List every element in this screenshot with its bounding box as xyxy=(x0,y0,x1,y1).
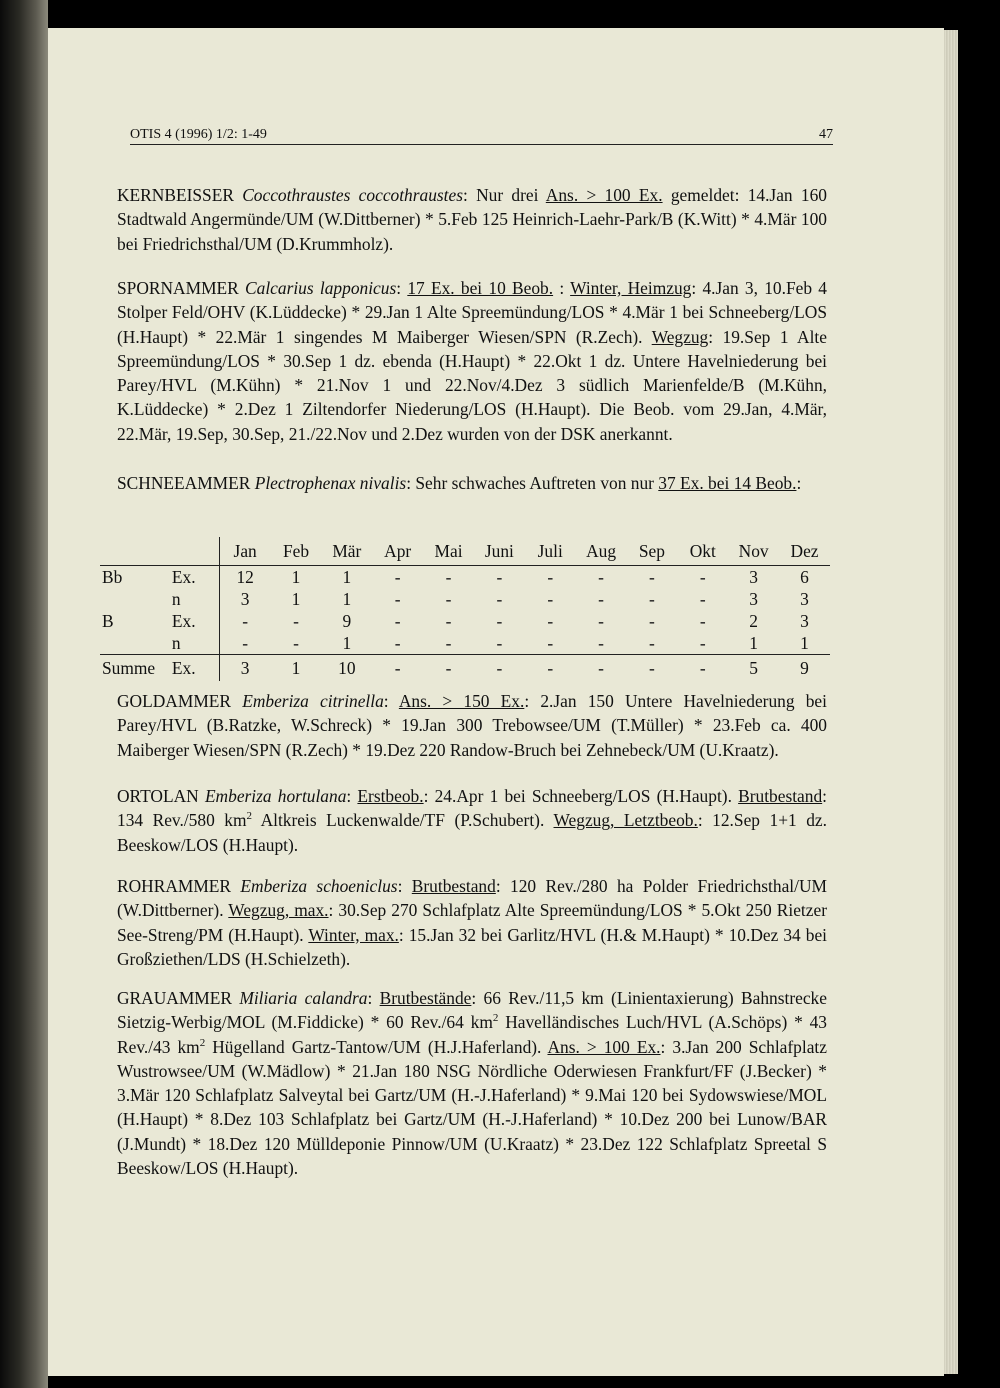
entry-text: : 3.Jan 200 Schlafplatz Wustrowsee/UM (W.Mädlow) * 21.Jan 180 NSG Nördliche Oderwiesen Frankfurt/FF (J.Becker) * 3.Mär 120 Schlafplatz Salveytal bei Gartz/UM (H.-J.Haferland) * 9.Mai 120 bei Sydowswiese/MOL (H.Haupt) * 8.Dez 103 Schlafplatz bei Gartz/UM (H.-J.Haferland) * 10.Dez 200 bei Lunow/BAR (J.Mundt) * 18.Dez 120 Mülldeponie Pinnow/UM (U.Kraatz) * 23.Dez 122 Schlafplatz Spreetal S Beeskow/LOS (H.Haupt). xyxy=(117,1036,827,1179)
category-label: Wegzug, Letztbeob. xyxy=(553,810,698,831)
scientific-name: Emberiza hortulana xyxy=(204,786,347,806)
entry-spornammer xyxy=(117,276,827,446)
table-row xyxy=(100,610,830,632)
superscript: 2 xyxy=(199,1036,206,1049)
table-row xyxy=(100,632,830,655)
table-cell: - xyxy=(293,610,299,631)
table-cell: 9 xyxy=(342,610,352,631)
row-region xyxy=(100,588,172,610)
table-cell: 3 xyxy=(219,655,270,682)
table-cell: - xyxy=(445,632,452,653)
category-label: Ans. > 100 Ex. xyxy=(547,1036,661,1057)
table-cell: - xyxy=(649,566,655,587)
table-cell: - xyxy=(445,610,452,631)
table-cell: - xyxy=(677,655,728,682)
category-label: Ans. > 100 Ex. xyxy=(545,185,663,205)
entry-text: Altkreis Luckenwalde/TF (P.Schubert). xyxy=(252,810,554,831)
entry-text: : xyxy=(367,988,380,1008)
table-cell: 1 xyxy=(271,655,322,682)
table-cell: 10 xyxy=(321,655,372,682)
category-label: Winter, max. xyxy=(308,924,399,945)
entry-kernbeisser xyxy=(117,183,827,256)
table-cell: - xyxy=(598,566,604,587)
table-cell: - xyxy=(445,566,452,587)
month-header: Aug xyxy=(576,537,627,566)
table-cell: - xyxy=(242,632,249,653)
species-name: SCHNEEAMMER xyxy=(117,473,251,493)
table-cell: - xyxy=(598,610,604,631)
table-cell: - xyxy=(598,632,604,653)
row-type: Ex. xyxy=(172,610,219,632)
category-label: Wegzug xyxy=(651,326,709,347)
table-cell: - xyxy=(293,632,299,653)
journal-citation: OTIS 4 (1996) 1/2: 1-49 xyxy=(130,127,267,142)
table-cell: 6 xyxy=(800,566,809,587)
entry-text: Hügelland Gartz-Tantow/UM (H.J.Haferland). xyxy=(205,1036,548,1057)
entry-text: : Nur drei xyxy=(463,185,546,205)
entry-text: : xyxy=(397,876,412,896)
entry-text: : Sehr schwaches Auftreten von nur xyxy=(406,473,659,493)
month-header: Jan xyxy=(219,537,270,566)
category-label: Brutbestände xyxy=(379,988,472,1008)
species-name: SPORNAMMER xyxy=(117,278,239,298)
entry-text: : 12.Sep 1+1 dz. Beeskow/LOS (H.Haupt). xyxy=(117,810,828,855)
scientific-name: Plectrophenax nivalis xyxy=(254,473,407,493)
table-cell: 1 xyxy=(291,588,301,609)
table-cell: 5 xyxy=(728,655,779,682)
species-name: GRAUAMMER xyxy=(117,988,232,1008)
species-name: GOLDAMMER xyxy=(117,691,232,711)
table-cell: - xyxy=(547,610,554,631)
entry-text: : xyxy=(346,786,358,806)
table-cell: - xyxy=(699,610,706,631)
entry-text: : xyxy=(383,691,399,711)
scientific-name: Calcarius lapponicus xyxy=(245,278,397,298)
category-label: Erstbeob. xyxy=(357,786,424,806)
category-label: Brutbestand xyxy=(738,786,823,806)
row-region: B xyxy=(102,610,114,631)
entry-text: : xyxy=(553,278,571,298)
table-cell: 3 xyxy=(749,566,758,587)
species-name: ORTOLAN xyxy=(117,786,199,806)
entry-ortolan xyxy=(117,784,827,857)
table-cell: - xyxy=(496,632,503,653)
table-cell: 9 xyxy=(779,655,830,682)
table-cell: 3 xyxy=(749,588,758,609)
row-type: n xyxy=(172,588,219,610)
table-cell: 3 xyxy=(240,588,250,609)
entry-text: : 24.Apr 1 bei Schneeberg/LOS (H.Haupt). xyxy=(423,786,739,806)
entry-text: : 4.Jan 3, 10.Feb 4 Stolper Feld/OHV (K.Lüddecke) * 29.Jan 1 Alte Spreemündung/LOS * 4.Mär 1 bei Schneeberg/LOS (H.Haupt) * 22.Mär 1 singendes M Maiberger Wiesen/SPN (R.Zech). xyxy=(117,278,828,347)
entry-text: : xyxy=(796,473,802,493)
table-cell: - xyxy=(547,632,554,653)
table-cell: 3 xyxy=(800,610,809,631)
table-cell: - xyxy=(598,588,604,609)
table-cell: - xyxy=(372,655,423,682)
table-cell: 1 xyxy=(342,632,352,653)
table-cell: - xyxy=(649,632,655,653)
table-cell: 2 xyxy=(749,610,758,631)
category-label: Wegzug, max. xyxy=(228,900,329,921)
month-header: Apr xyxy=(372,537,423,566)
entry-text: : 120 Rev./280 ha Polder Friedrichsthal/UM (W.Dittberner). xyxy=(117,876,827,921)
entry-grauammer xyxy=(117,986,827,1180)
table-cell: 3 xyxy=(800,588,809,609)
table-cell: 1 xyxy=(342,566,352,587)
book-spine xyxy=(0,0,48,1388)
row-region xyxy=(100,632,172,655)
month-header: Mär xyxy=(321,537,372,566)
table-cell: 1 xyxy=(342,588,352,609)
category-label: 17 Ex. bei 10 Beob. xyxy=(407,278,554,298)
entry-text: Havelländisches Luch/HVL (A.Schöps) * 43 Rev./43 km xyxy=(117,1012,827,1057)
table-cell: 12 xyxy=(236,566,254,587)
entry-text: : xyxy=(396,278,408,298)
table-row xyxy=(100,566,830,589)
scientific-name: Miliaria calandra xyxy=(239,988,368,1008)
month-header: Nov xyxy=(728,537,779,566)
table-cell: 1 xyxy=(749,632,758,653)
entry-goldammer xyxy=(117,689,827,762)
month-header: Feb xyxy=(271,537,322,566)
species-name: KERNBEISSER xyxy=(117,185,234,205)
row-type: Ex. xyxy=(172,566,219,589)
table-cell: 1 xyxy=(291,566,301,587)
table-header-blank xyxy=(172,537,219,566)
entry-text: gemeldet: 14.Jan 160 Stadtwald Angermünde/UM (W.Dittberner) * 5.Feb 125 Heinrich-Laehr-Park/B (K.Witt) * 4.Mär 100 bei Friedrichsthal/UM (D.Krummholz). xyxy=(117,185,827,254)
month-header: Sep xyxy=(627,537,678,566)
category-label: 37 Ex. bei 14 Beob. xyxy=(658,473,797,493)
month-header: Juli xyxy=(525,537,576,566)
table-cell: - xyxy=(474,655,525,682)
table-cell: - xyxy=(699,566,706,587)
page-edge xyxy=(944,30,958,1374)
category-label: Brutbestand xyxy=(411,876,496,896)
superscript: 2 xyxy=(246,810,253,823)
table-cell: - xyxy=(394,566,401,587)
month-header: Juni xyxy=(474,537,525,566)
table-cell: - xyxy=(394,632,401,653)
row-region: Bb xyxy=(102,566,123,587)
table-cell: - xyxy=(699,632,706,653)
table-cell: - xyxy=(649,588,655,609)
running-header xyxy=(130,128,833,145)
entry-text: : 134 Rev./580 km xyxy=(117,786,827,831)
table-cell: - xyxy=(547,566,554,587)
entry-rohrammer xyxy=(117,874,827,971)
superscript: 2 xyxy=(492,1012,499,1025)
entry-text: : 19.Sep 1 Alte Spreemündung/LOS * 30.Sep 1 dz. ebenda (H.Haupt) * 22.Okt 1 dz. Untere Havelniederung bei Parey/HVL (M.Kühn) * 21.Nov 1 und 22.Nov/4.Dez 3 südlich Marienfelde/B (M.Kühn, K.Lüddecke) * 2.Dez 1 Ziltendorfer Niederung/LOS (H.Haupt). Die Beob. vom 29.Jan, 4.Mär, 22.Mär, 19.Sep, 30.Sep, 21./22.Nov und 2.Dez wurden von der DSK anerkannt. xyxy=(117,326,827,444)
table-cell: - xyxy=(445,588,452,609)
table-cell: - xyxy=(576,655,627,682)
row-type: n xyxy=(172,632,219,655)
table-cell: - xyxy=(242,610,249,631)
category-label: Winter, Heimzug xyxy=(570,278,692,298)
row-type: Ex. xyxy=(172,655,219,682)
schneeammer-table xyxy=(100,537,830,681)
entry-schneeammer xyxy=(117,471,827,495)
table-cell: - xyxy=(649,610,655,631)
page-number: 47 xyxy=(819,127,833,142)
month-header: Mai xyxy=(423,537,474,566)
table-cell: - xyxy=(525,655,576,682)
table-cell: - xyxy=(699,588,706,609)
table-row xyxy=(100,588,830,610)
entry-text: : 66 Rev./11,5 km (Linientaxierung) Bahnstrecke Sietzig-Werbig/MOL (M.Fiddicke) * 60 Rev./64 km xyxy=(117,988,827,1033)
row-region: Summe xyxy=(100,655,172,682)
scientific-name: Emberiza citrinella xyxy=(242,691,384,711)
table-cell: - xyxy=(423,655,474,682)
entry-text: : 30.Sep 270 Schlafplatz Alte Spreemündung/LOS * 5.Okt 250 Rietzer See-Streng/PM (H.Haupt). xyxy=(117,900,827,945)
table-cell: - xyxy=(547,588,554,609)
category-label: Ans. > 150 Ex. xyxy=(398,691,525,711)
table-cell: - xyxy=(496,566,503,587)
table-cell: - xyxy=(496,610,503,631)
table-header-blank xyxy=(100,537,172,566)
month-header: Dez xyxy=(779,537,830,566)
scientific-name: Coccothraustes coccothraustes xyxy=(242,185,463,205)
table-cell: - xyxy=(394,588,401,609)
table-cell: - xyxy=(394,610,401,631)
table-cell: - xyxy=(496,588,503,609)
table-cell: 1 xyxy=(800,632,809,653)
entry-text: : 2.Jan 150 Untere Havelniederung bei Parey/HVL (B.Ratzke, W.Schreck) * 19.Jan 300 Trebowsee/UM (T.Müller) * 23.Feb ca. 400 Maiberger Wiesen/SPN (R.Zech) * 19.Dez 220 Randow-Bruch bei Zehnebeck/UM (U.Kraatz). xyxy=(117,691,827,760)
species-name: ROHRAMMER xyxy=(117,876,232,896)
month-header: Okt xyxy=(677,537,728,566)
table-row-sum xyxy=(100,655,830,682)
scientific-name: Emberiza schoeniclus xyxy=(240,876,398,896)
entry-text: : 15.Jan 32 bei Garlitz/HVL (H.& M.Haupt) * 10.Dez 34 bei Großziethen/LDS (H.Schielzeth). xyxy=(117,924,828,969)
table-cell: - xyxy=(627,655,678,682)
